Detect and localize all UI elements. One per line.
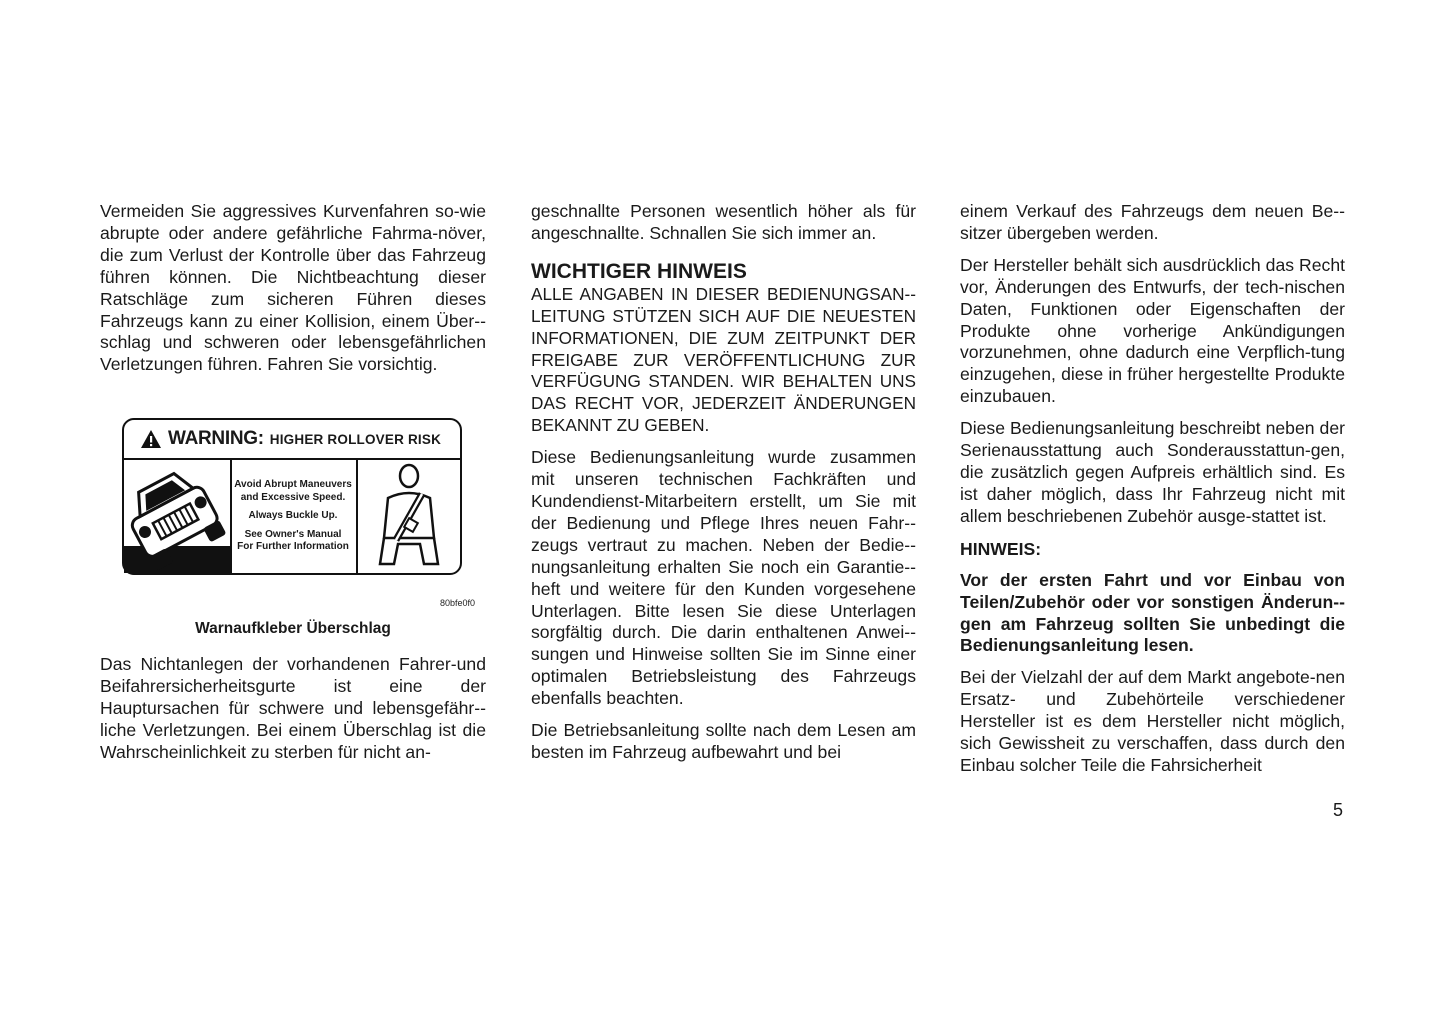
heading-note: HINWEIS: — [960, 538, 1042, 559]
warning-label-line-5: For Further Information — [237, 541, 349, 553]
warning-label-title: WARNING: — [168, 428, 264, 449]
warning-label-line-2: and Excessive Speed. — [240, 491, 346, 503]
warning-triangle-icon — [140, 429, 162, 449]
rollover-vehicle-pictogram — [124, 460, 232, 573]
seatbelt-person-icon — [358, 460, 460, 573]
paragraph-manual-storage: Die Betriebsanleitung sollte nach dem Lesen am besten im Fahrzeug aufbewahrt und bei — [531, 720, 916, 762]
warning-label-subtitle: HIGHER ROLLOVER RISK — [269, 431, 442, 447]
column-3 — [960, 201, 1345, 777]
figure-code: 80bfe0f0 — [440, 598, 476, 608]
rollover-vehicle-icon — [124, 460, 230, 573]
warning-label-line-1: Avoid Abrupt Maneuvers — [234, 479, 352, 491]
paragraph-buckle-up: geschnallte Personen wesentlich höher als für angeschnallte. Schnallen Sie sich immer an. — [531, 201, 916, 243]
paragraph-handover: einem Verkauf des Fahrzeugs dem neuen Be-sitzer übergeben werden. — [960, 201, 1345, 243]
heading-important-notice: WICHTIGER HINWEIS — [531, 259, 747, 283]
column-2 — [531, 201, 916, 764]
column-1-lower — [100, 654, 486, 764]
warning-label-instructions — [230, 460, 358, 573]
seatbelt-pictogram — [358, 460, 460, 573]
figure-caption: Warnaufkleber Überschlag — [195, 620, 391, 637]
warning-label-figure — [122, 418, 462, 575]
column-1 — [100, 201, 486, 376]
paragraph-important-notice: ALLE ANGABEN IN DIESER BEDIENUNGSAN-LEITUNG STÜTZEN SICH AUF DIE NEUESTEN INFORMATIONEN, DIE ZUM ZEITPUNKT DER FREIGABE ZUR VERÖFFENTLICHUNG ZUR VERFÜGUNG STANDEN. WIR BEHALTEN UNS DAS RECHT VOR, JEDERZEIT ÄNDERUNGEN BEKANNT ZU GEBEN. — [531, 283, 916, 436]
paragraph-manual-purpose: Diese Bedienungsanleitung wurde zusammen mit unseren technischen Fachkräften und Kundendienst-Mitarbeitern erstellt, um Sie mit der Bedienung und Pflege Ihres neuen Fahr-zeugs vertraut zu machen. Neben der Bedie-nungsanleitung erhalten Sie noch ein Garantie-heft und weitere für den Kunden vorgesehene Unterlagen. Bitte lesen Sie diese Unterlagen sorgfältig durch. Die darin enthaltenen Anwei-sungen und Hinweise sollten Sie im Sinne einer optimalen Betriebsleistung des Fahrzeugs ebenfalls beachten. — [531, 447, 916, 709]
page-number: 5 — [1333, 800, 1344, 820]
paragraph-aggressive-driving: Vermeiden Sie aggressives Kurvenfahren so-wie abrupte oder andere gefährliche Fahrma-növer, die zum Verlust der Kontrolle über das Fahrzeug führen können. Die Nichtbeachtung dieser Ratschläge zum sicheren Führen dieses Fahrzeugs kann zu einer Kollision, einem Über-schlag und schweren oder lebensgefährlichen Verletzungen führen. Fahren Sie vorsichtig. — [100, 201, 486, 375]
paragraph-accessories: Bei der Vielzahl der auf dem Markt angebote-nen Ersatz- und Zubehörteile verschiedener Hersteller ist es dem Hersteller nicht möglich, sich Gewissheit zu verschaffen, dass durch den Einbau solcher Teile die Fahrsicherheit — [960, 667, 1345, 775]
paragraph-optional-equipment: Diese Bedienungsanleitung beschreibt neben der Serienausstattung auch Sonderausstattun-gen, die zusätzlich gegen Aufpreis erhältlich sind. Es ist daher möglich, dass Ihr Fahrzeug nicht mit allem beschriebenen Zubehör ausge-stattet ist. — [960, 418, 1345, 526]
paragraph-note-bold: Vor der ersten Fahrt und vor Einbau von Teilen/Zubehör oder vor sonstigen Änderun-gen am Fahrzeug sollten Sie unbedingt die Bedienungsanleitung lesen. — [960, 569, 1345, 656]
warning-label-line-3: Always Buckle Up. — [248, 510, 338, 522]
paragraph-seatbelts: Das Nichtanlegen der vorhandenen Fahrer-und Beifahrersicherheitsgurte ist eine der Hauptursachen für schwere und lebensgefähr-liche Verletzungen. Bei einem Überschlag ist die Wahrscheinlichkeit zu sterben für nicht an- — [100, 654, 486, 762]
warning-label-line-4: See Owner's Manual — [244, 528, 342, 540]
warning-label-header — [124, 420, 460, 460]
paragraph-manufacturer-rights: Der Hersteller behält sich ausdrücklich das Recht vor, Änderungen des Entwurfs, der tech-nischen Daten, Funktionen oder Eigenschaften der Produkte ohne vorherige Ankündigungen vorzunehmen, ohne dadurch eine Verpflich-tung einzugehen, diese in früher hergestellte Produkte einzubauen. — [960, 254, 1345, 407]
